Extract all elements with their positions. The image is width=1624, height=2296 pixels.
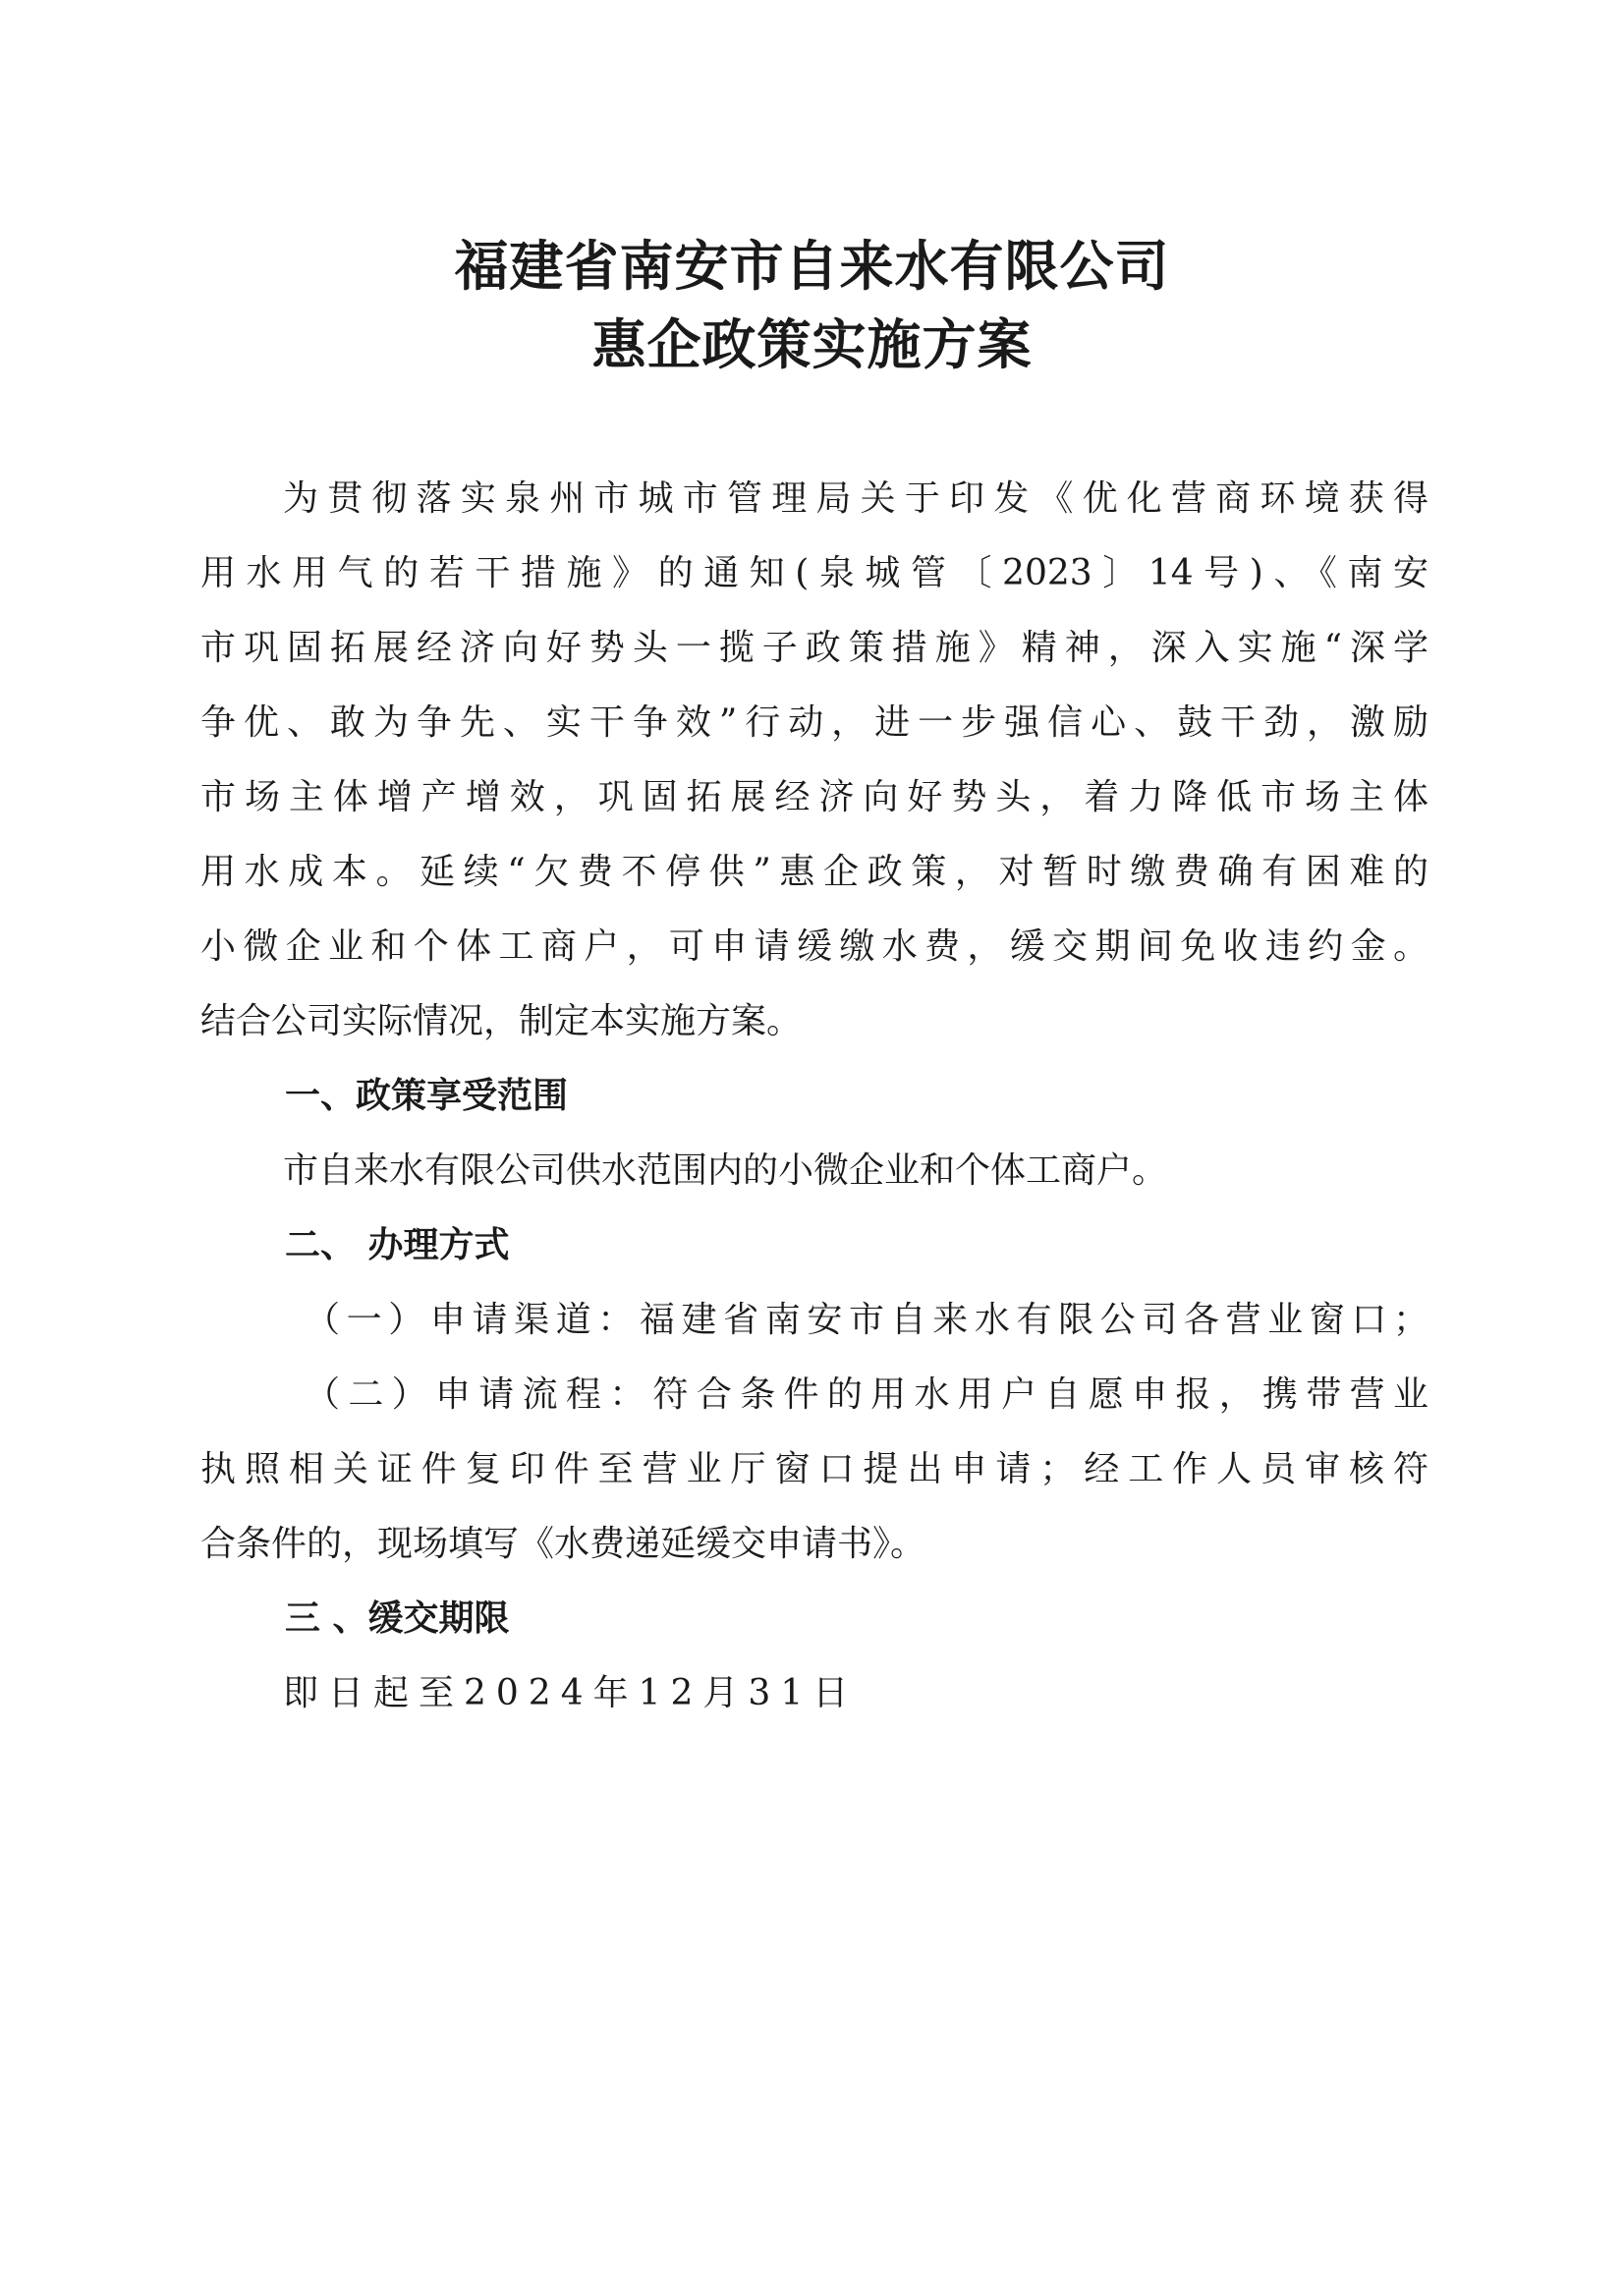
section-3-body: 即日起至2024年12月31日 [283, 1673, 859, 1713]
section-1-heading: 一、政策享受范围 [285, 1076, 569, 1116]
section-2-heading: 二、 办理方式 [285, 1225, 510, 1265]
section-2-item-1: （一）申请渠道：福建省南安市自来水有限公司各营业窗口； [305, 1300, 1428, 1340]
section-3-heading: 三 、缓交期限 [285, 1598, 510, 1639]
intro-line-4: 争优、敢为争先、实干争效”行动，进一步强信心、鼓干劲，激励 [200, 702, 1428, 743]
section-2-item-2-line-2: 执照相关证件复印件至营业厅窗口提出申请；经工作人员审核符 [200, 1449, 1428, 1489]
intro-line-1: 为贯彻落实泉州市城市管理局关于印发《优化营商环境获得 [283, 478, 1428, 519]
intro-line-2: 用水用气的若干措施》的通知(泉城管〔2023〕14号)、《南安 [200, 553, 1428, 593]
section-2-item-2-line-3: 合条件的，现场填写《水费递延缓交申请书》。 [200, 1524, 926, 1564]
document-title-line-1: 福建省南安市自来水有限公司 [454, 235, 1170, 298]
intro-line-3: 市巩固拓展经济向好势头一揽子政策措施》精神，深入实施“深学 [200, 628, 1428, 668]
section-1-body: 市自来水有限公司供水范围内的小微企业和个体工商户。 [283, 1150, 1168, 1191]
intro-line-8: 结合公司实际情况，制定本实施方案。 [200, 1001, 803, 1041]
intro-line-6: 用水成本。延续“欠费不停供”惠企政策，对暂时缴费确有困难的 [200, 852, 1428, 892]
section-2-item-2-line-1: （二）申请流程：符合条件的用水用户自愿申报，携带营业 [305, 1374, 1428, 1415]
document-title-line-2: 惠企政策实施方案 [591, 313, 1033, 376]
intro-line-5: 市场主体增产增效，巩固拓展经济向好势头，着力降低市场主体 [200, 777, 1428, 817]
intro-line-7: 小微企业和个体工商户，可申请缓缴水费，缓交期间免收违约金。 [200, 926, 1428, 967]
